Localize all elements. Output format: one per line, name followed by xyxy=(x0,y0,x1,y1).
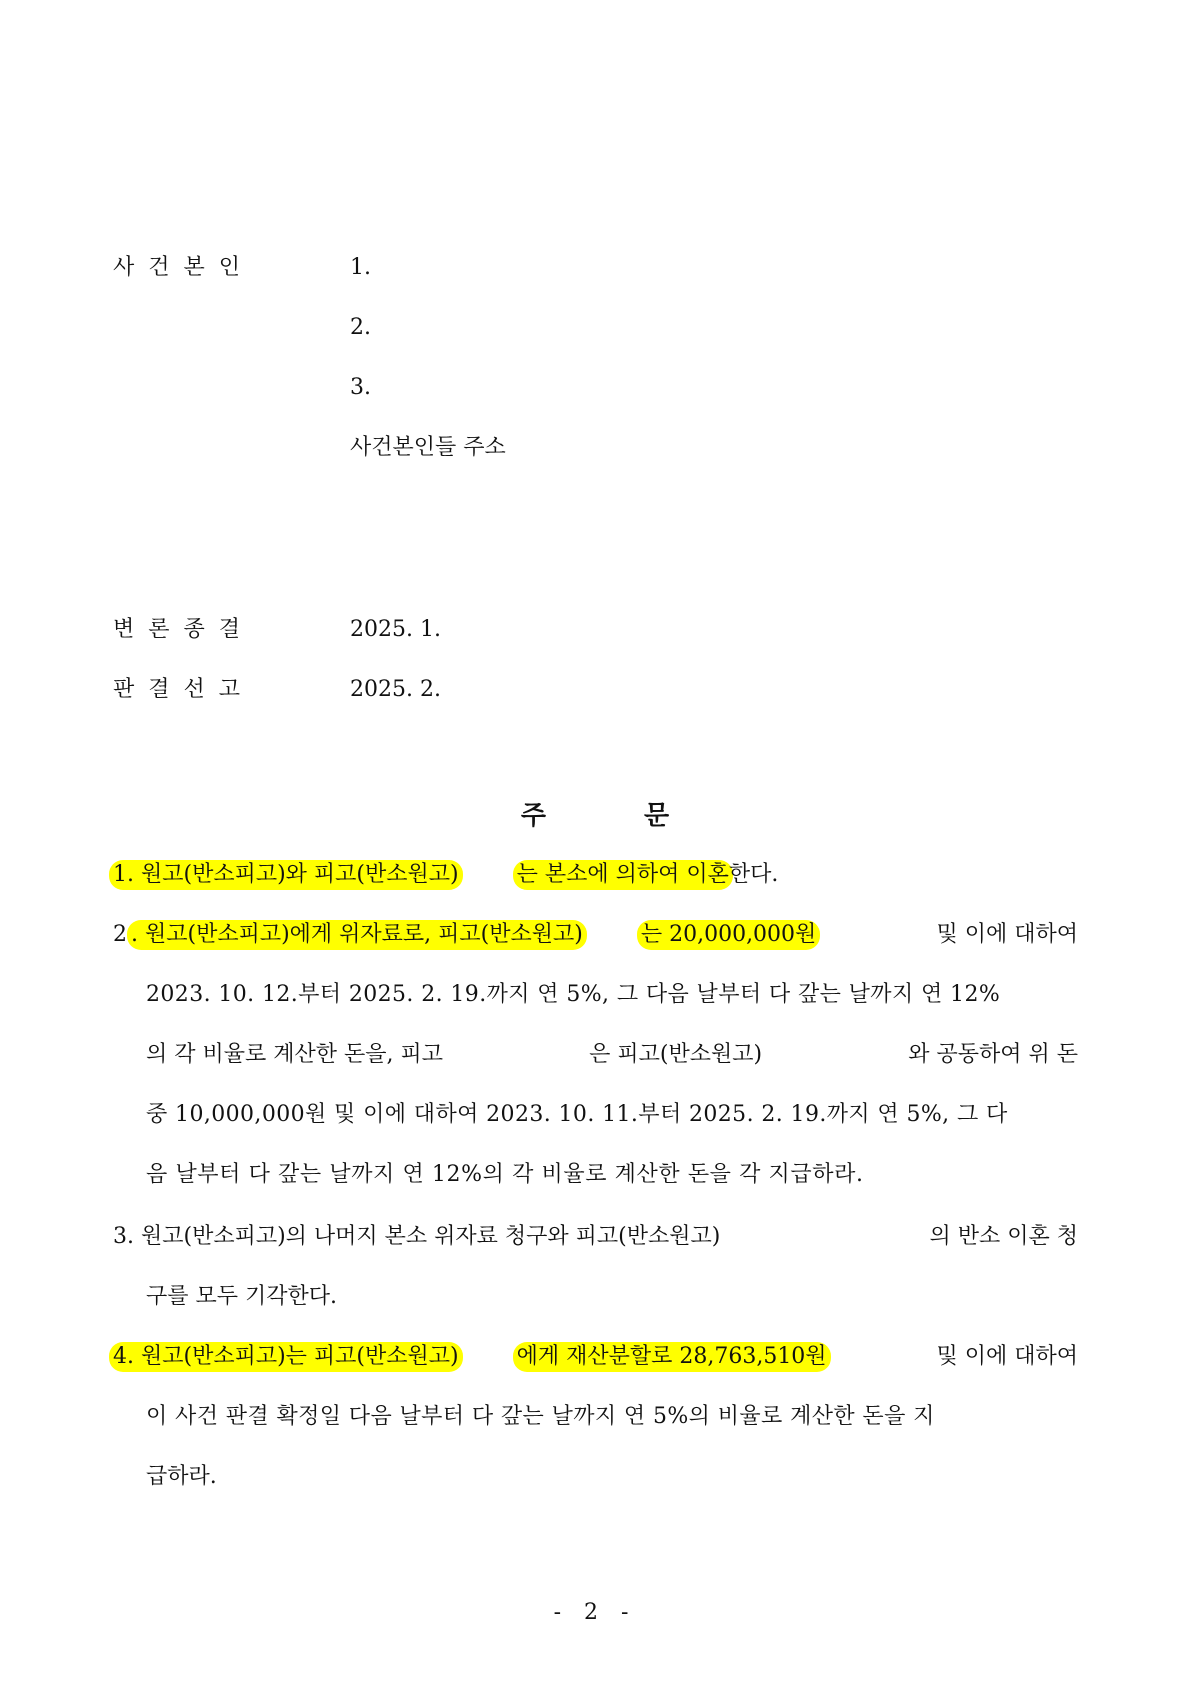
order-title xyxy=(0,795,1190,832)
text: 의 각 비율로 계산한 돈을, 피고 xyxy=(146,1042,443,1067)
closing-date: 2025. 1. xyxy=(350,617,441,642)
parties-label: 사건본인 xyxy=(113,255,255,280)
order-item-4-line-2: 이 사건 판결 확정일 다음 날부터 다 갚는 날까지 연 5%의 비율로 계산한 돈을 지 xyxy=(146,1404,935,1429)
highlight: 는 20,000,000원 xyxy=(637,920,820,950)
party-item-1: 1. xyxy=(350,255,371,280)
order-item-2-line-2: 2023. 10. 12.부터 2025. 2. 19.까지 연 5%, 그 다음 날부터 다 갚는 날까지 연 12% xyxy=(146,982,1001,1007)
text: 은 피고(반소원고) xyxy=(589,1042,763,1067)
closing-label: 변론종결 xyxy=(113,617,255,642)
text: 및 이에 대하여 xyxy=(936,1344,1078,1369)
order-item-3-line-1 xyxy=(113,1222,1078,1252)
text: 및 이에 대하여 xyxy=(936,922,1078,947)
highlight: . 원고(반소피고)에게 위자료로, 피고(반소원고) xyxy=(127,920,587,950)
order-item-2-line-4: 중 10,000,000원 및 이에 대하여 2023. 10. 11.부터 2025. 2. 19.까지 연 5%, 그 다 xyxy=(146,1102,1008,1127)
verdict-label: 판결선고 xyxy=(113,677,255,702)
order-title-right: 문 xyxy=(644,801,670,831)
verdict-date: 2025. 2. xyxy=(350,677,441,702)
text: 한다. xyxy=(728,862,779,887)
highlight: 에게 재산분할로 28,763,510원 xyxy=(513,1342,831,1372)
text: 3. 원고(반소피고)의 나머지 본소 위자료 청구와 피고(반소원고) xyxy=(113,1224,721,1249)
order-item-2-line-5: 음 날부터 다 갚는 날까지 연 12%의 각 비율로 계산한 돈을 각 지급하라. xyxy=(146,1162,864,1187)
text: 의 반소 이혼 청 xyxy=(929,1224,1078,1249)
order-item-1 xyxy=(113,860,1078,890)
item-number: 2 xyxy=(113,922,127,947)
highlight: 4. 원고(반소피고)는 피고(반소원고) xyxy=(109,1342,463,1372)
party-item-3: 3. xyxy=(350,375,371,400)
order-item-4-line-3: 급하라. xyxy=(146,1464,217,1489)
text: 와 공동하여 위 돈 xyxy=(908,1042,1078,1067)
order-title-left: 주 xyxy=(520,801,546,831)
order-item-2-line-1 xyxy=(113,920,1078,950)
parties-address: 사건본인들 주소 xyxy=(350,435,506,460)
highlight: 1. 원고(반소피고)와 피고(반소원고) xyxy=(109,860,463,890)
order-item-4-line-1 xyxy=(113,1342,1078,1372)
highlight: 는 본소에 의하여 이혼 xyxy=(513,860,733,890)
order-item-3-line-2: 구를 모두 기각한다. xyxy=(146,1284,337,1309)
party-item-2: 2. xyxy=(350,315,371,340)
page-number: - 2 - xyxy=(553,1600,637,1625)
order-item-2-line-3 xyxy=(146,1040,1078,1070)
